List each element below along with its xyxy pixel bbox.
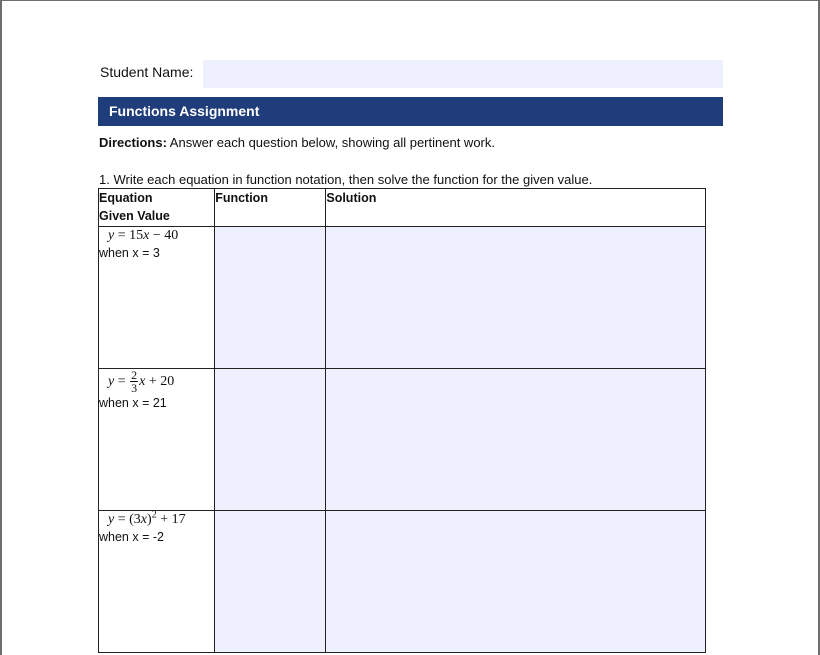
function-answer-1[interactable] bbox=[215, 227, 326, 369]
page-border-left bbox=[0, 0, 2, 655]
table-row bbox=[99, 511, 706, 653]
function-answer-3[interactable] bbox=[215, 511, 326, 653]
given-value-3: when x = -2 bbox=[99, 530, 164, 544]
header-equation: Equation bbox=[99, 191, 153, 205]
given-value-2: when x = 21 bbox=[99, 396, 167, 410]
student-name-field[interactable] bbox=[203, 60, 723, 88]
solution-answer-3[interactable] bbox=[326, 511, 706, 653]
directions-label: Directions: bbox=[99, 135, 167, 150]
solution-answer-1[interactable] bbox=[326, 227, 706, 369]
student-name-label: Student Name: bbox=[100, 64, 194, 80]
equation-2: y = $\frac{2}{3}$ x + 20 bbox=[108, 368, 175, 396]
directions-text bbox=[99, 135, 495, 150]
page-border-top bbox=[0, 0, 820, 1]
equation-cell-2 bbox=[99, 369, 215, 511]
table-row bbox=[99, 369, 706, 511]
assignment-title-banner: Functions Assignment bbox=[98, 97, 723, 126]
table-row bbox=[99, 227, 706, 369]
header-given-value: Given Value bbox=[99, 209, 170, 223]
question-1-prompt: 1. Write each equation in function notation, then solve the function for the given value. bbox=[99, 172, 593, 187]
function-worksheet-table bbox=[98, 188, 706, 653]
given-value-1: when x = 3 bbox=[99, 246, 160, 260]
header-equation-given bbox=[99, 189, 215, 227]
equation-cell-1 bbox=[99, 227, 215, 369]
equation-cell-3 bbox=[99, 511, 215, 653]
fraction-two-thirds: $\frac{2}{3}$ bbox=[131, 368, 138, 396]
equation-3: $y = (3x)^2 + 17$ bbox=[108, 509, 186, 527]
solution-answer-2[interactable] bbox=[326, 369, 706, 511]
directions-body: Answer each question below, showing all pertinent work. bbox=[166, 135, 495, 150]
table-header-row bbox=[99, 189, 706, 227]
equation-1: y = 15x − 40 bbox=[108, 228, 179, 243]
header-solution: Solution bbox=[326, 189, 706, 227]
function-answer-2[interactable] bbox=[215, 369, 326, 511]
header-function: Function bbox=[215, 189, 326, 227]
